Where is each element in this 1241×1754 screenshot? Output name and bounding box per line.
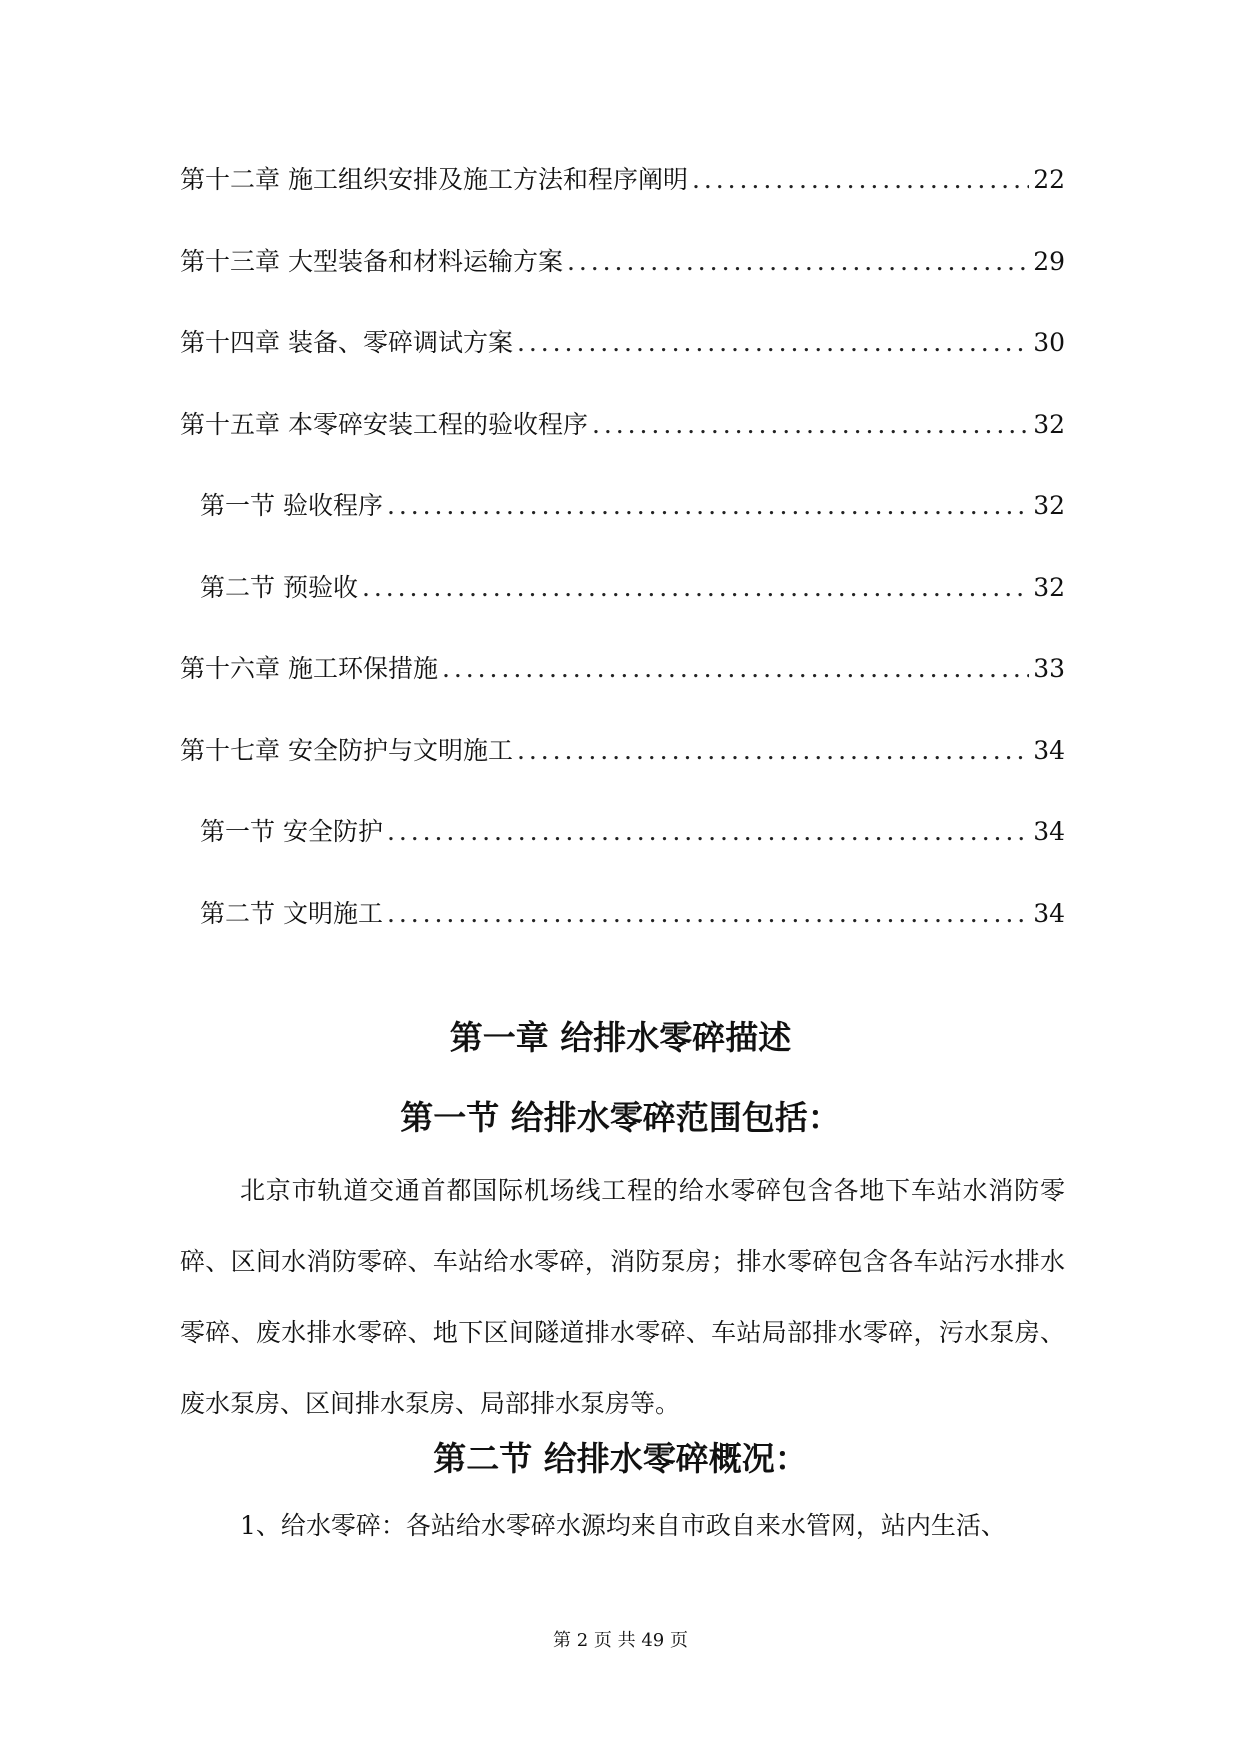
toc-leader: [592, 410, 1029, 439]
toc-label: 第十六章 施工环保措施: [180, 654, 438, 683]
section-body: 1、给水零碎：各站给水零碎水源均来自市政自来水管网，站内生活、: [240, 1511, 1006, 1540]
toc-entry[interactable]: [180, 568, 1065, 650]
toc-label: 第十七章 安全防护与文明施工: [180, 735, 513, 765]
toc-page-number: 34: [1033, 817, 1065, 846]
toc-label: 第二节 预验收: [200, 572, 358, 602]
toc-entry[interactable]: [180, 486, 1065, 568]
toc-page-number: 22: [1033, 165, 1065, 194]
toc-entry[interactable]: [180, 323, 1065, 405]
toc-page-number: 33: [1033, 654, 1065, 683]
toc-page-number: 30: [1033, 328, 1065, 357]
toc-page-number: 34: [1033, 735, 1065, 765]
section-body: 北京市轨道交通首都国际机场线工程的给水零碎包含各地下车站水消防零碎、区间水消防零碎、车站给水零碎，消防泵房；排水零碎包含各车站污水排水零碎、废水排水零碎、地下区间隧道排水零碎、车站局部排水零碎，污水泵房、废水泵房、区间排水泵房、局部排水泵房等。: [180, 1176, 1065, 1418]
toc-label: 第一节 验收程序: [200, 491, 383, 520]
toc-leader: [517, 328, 1029, 357]
toc-page-number: 32: [1033, 572, 1065, 602]
toc-leader: [387, 817, 1029, 846]
toc-entry[interactable]: [180, 731, 1065, 813]
toc-entry[interactable]: [180, 894, 1065, 976]
toc-entry[interactable]: [180, 649, 1065, 731]
toc-entry[interactable]: [180, 160, 1065, 242]
toc-label: 第二节 文明施工: [200, 898, 383, 928]
toc-page-number: 29: [1033, 246, 1065, 276]
toc-entry[interactable]: [180, 405, 1065, 487]
toc-page-number: 32: [1033, 409, 1065, 439]
toc-leader: [442, 654, 1029, 683]
toc-leader: [362, 573, 1029, 602]
toc-label: 第十四章 装备、零碎调试方案: [180, 328, 513, 357]
toc-leader: [692, 165, 1029, 194]
section-title: 第一节 给排水零碎范围包括：: [400, 1098, 841, 1137]
section-title: 第二节 给排水零碎概况：: [433, 1439, 808, 1478]
chapter-title: 第一章 给排水零碎描述: [449, 1018, 792, 1057]
toc-leader: [387, 899, 1029, 928]
toc-label: 第一节 安全防护: [200, 817, 383, 846]
toc-label: 第十二章 施工组织安排及施工方法和程序阐明: [180, 165, 688, 194]
toc-entry[interactable]: [180, 812, 1065, 894]
toc-label: 第十五章 本零碎安装工程的验收程序: [180, 409, 588, 439]
toc-label: 第十三章 大型装备和材料运输方案: [180, 246, 563, 276]
toc-leader: [517, 736, 1029, 765]
toc-entry[interactable]: [180, 242, 1065, 324]
toc-leader: [387, 491, 1029, 520]
table-of-contents: [180, 160, 1065, 975]
toc-page-number: 32: [1033, 491, 1065, 520]
toc-leader: [567, 247, 1029, 276]
page-footer: 第 2 页 共 49 页: [553, 1630, 688, 1651]
toc-page-number: 34: [1033, 898, 1065, 928]
